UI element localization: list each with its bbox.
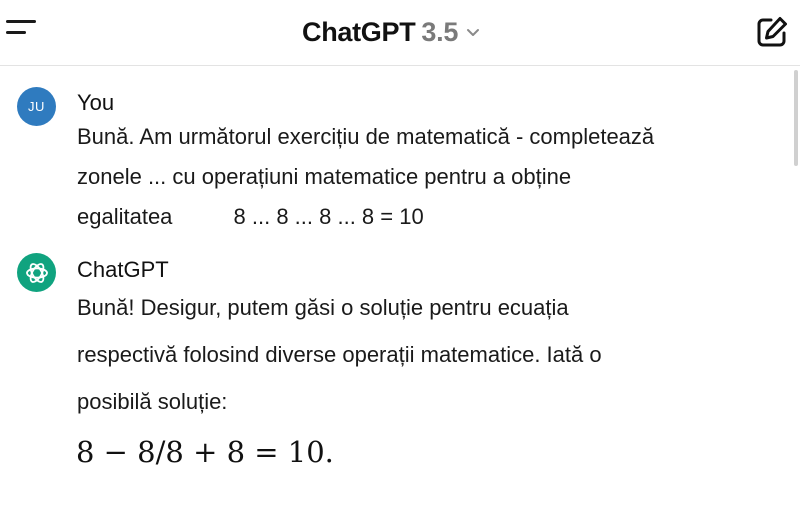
message-line: egalitatea 8 ... 8 ... 8 ... 8 = 10 (77, 204, 424, 229)
menu-icon[interactable] (4, 16, 40, 46)
message-line: posibilă soluție: (77, 389, 228, 414)
openai-logo-icon (17, 253, 56, 292)
message-line: respectivă folosind diverse operații matematice. Iată o (77, 342, 602, 367)
edit-icon[interactable] (754, 14, 790, 50)
model-switcher[interactable] (302, 14, 480, 50)
chat-header (0, 0, 800, 66)
message-text (77, 124, 787, 244)
model-version: 3.5 (421, 16, 459, 47)
chevron-down-icon (466, 25, 480, 43)
message-author: ChatGPT (77, 257, 169, 282)
model-name: ChatGPT (302, 16, 416, 47)
math-equation: 8 − 8/8 + 8 = 10. (76, 435, 334, 469)
message-text (77, 295, 787, 436)
message-line: Bună! Desigur, putem găsi o soluție pentru ecuația (77, 295, 569, 320)
avatar-initials: JU (28, 99, 45, 114)
message-author: You (77, 90, 115, 115)
avatar (17, 87, 56, 126)
scrollbar[interactable] (794, 70, 798, 166)
message-line: Bună. Am următorul exercițiu de matematică - completează (77, 124, 655, 149)
message-line: zonele ... cu operațiuni matematice pentru a obține (77, 164, 572, 189)
